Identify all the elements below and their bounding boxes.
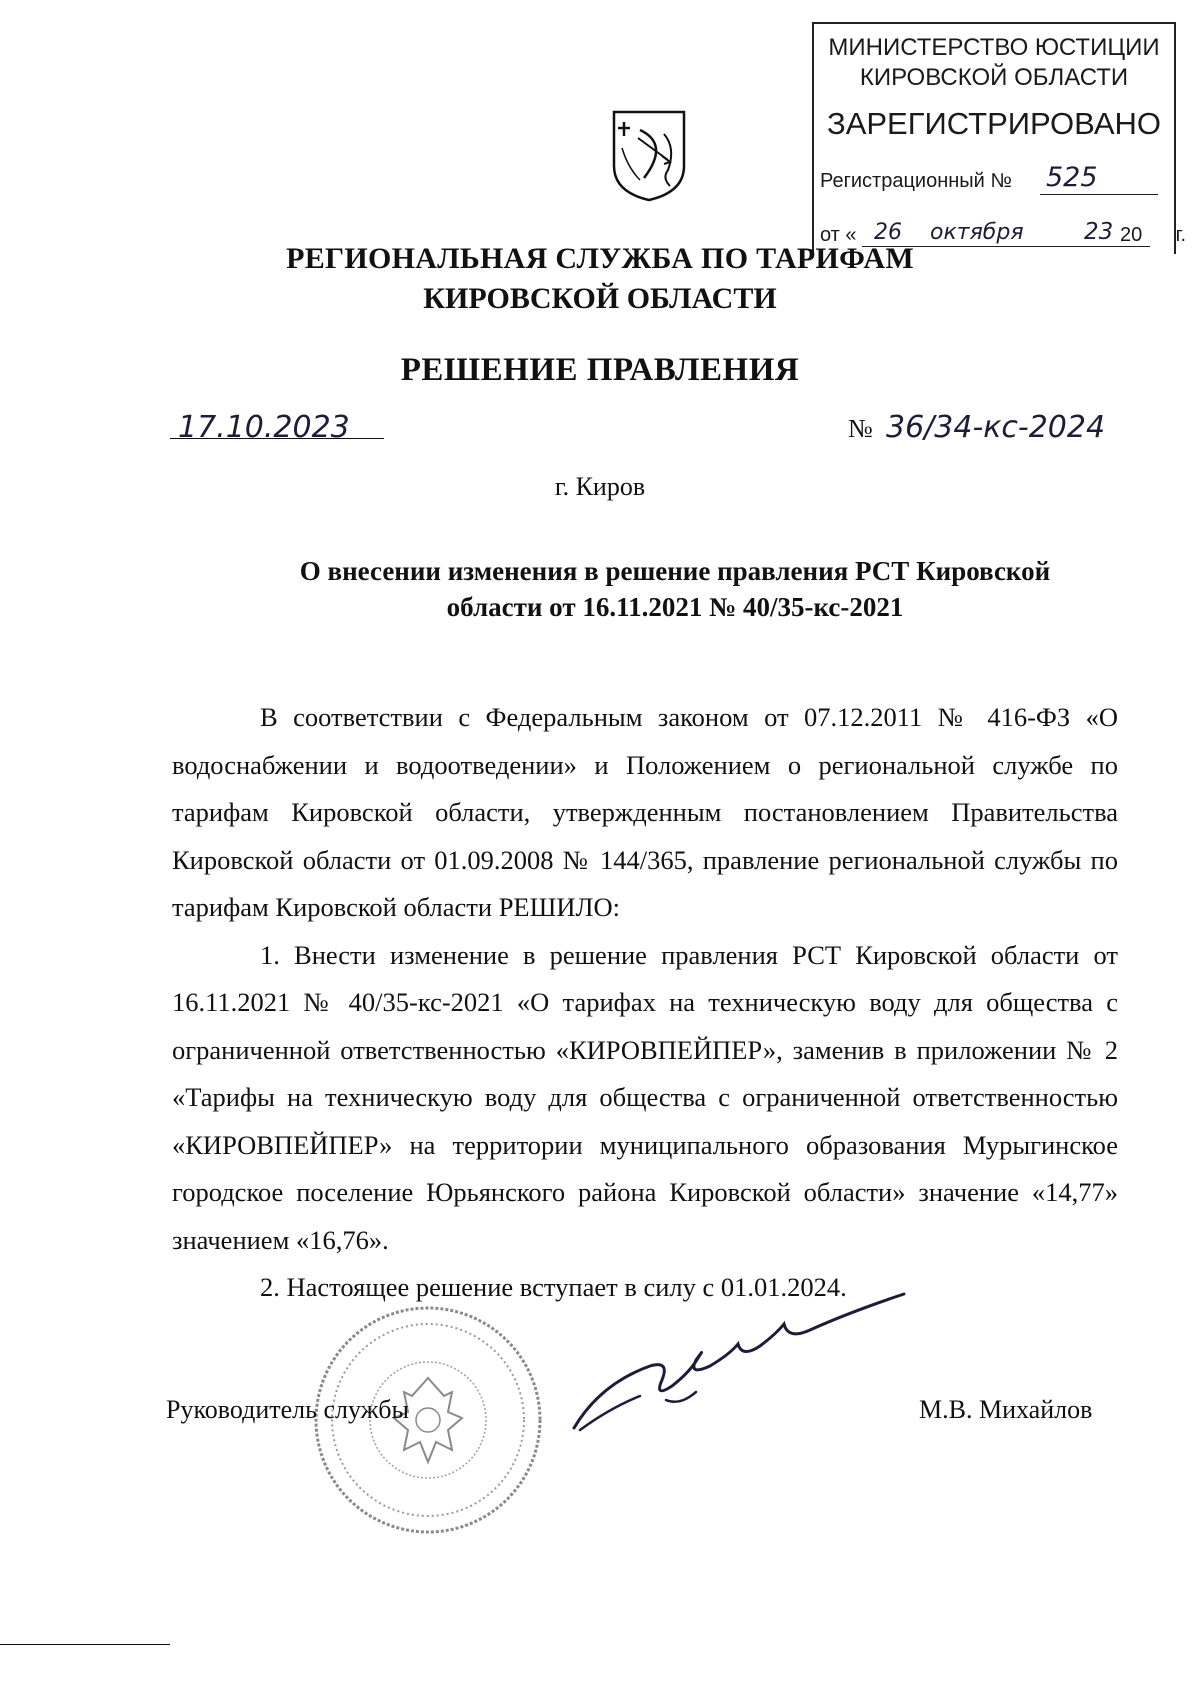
- stamp-date-month: октября: [930, 220, 1024, 245]
- body-paragraph-item-2: 2. Настоящее решение вступает в силу с 01.01.2024.: [260, 1272, 847, 1302]
- decision-number-sign: №: [848, 414, 873, 443]
- coat-of-arms-icon: [610, 108, 688, 204]
- stamp-reg-number: 525: [1046, 162, 1098, 193]
- stamp-ministry-line2: КИРОВСКОЙ ОБЛАСТИ: [859, 64, 1129, 91]
- decision-date: 17.10.2023: [178, 410, 350, 445]
- stamp-reg-label: Регистрационный №: [820, 170, 1012, 192]
- stamp-date-year-suffix: 23: [1084, 219, 1114, 245]
- footer-divider: [0, 1644, 170, 1645]
- stamp-status: ЗАРЕГИСТРИРОВАНО: [826, 106, 1161, 141]
- document-title-line2: области от 16.11.2021 № 40/35-кс-2021: [446, 592, 904, 622]
- document-type: РЕШЕНИЕ ПРАВЛЕНИЯ: [400, 352, 800, 388]
- body-paragraph-item-1: 1. Внести изменение в решение правления РСТ Кировской области от 16.11.2021 № 40/35-кс-2021 «О тарифах на техническую воду для общества с ограниченной ответственностью «КИРОВПЕЙПЕР», заменив в приложении № 2 «Тарифы на техническую воду для общества с ограниченной ответственностью «КИРОВПЕЙПЕР» на территории муниципального образования Мурыгинское городское поселение Юрьянского района Кировской области» значение «14,77» значением «16,76».: [172, 939, 1118, 1255]
- signatory-name: М.В. Михайлов: [919, 1395, 1093, 1424]
- document-body: [172, 694, 1118, 1312]
- organization-name-line1: РЕГИОНАЛЬНАЯ СЛУЖБА ПО ТАРИФАМ: [286, 242, 914, 275]
- stamp-date-prefix: от «: [820, 224, 857, 246]
- stamp-date-day: 26: [874, 220, 902, 245]
- stamp-year-prefix: 20: [1120, 224, 1143, 246]
- body-paragraph-preamble: В соответствии с Федеральным законом от 07.12.2011 № 416-ФЗ «О водоснабжении и водоотведении» и Положением о региональной службе по тарифам Кировской области, утвержденным постановлением Правительства Кировской области от 01.09.2008 № 144/365, правление региональной службы по тарифам Кировской области РЕШИЛО:: [172, 702, 1118, 922]
- city: г. Киров: [554, 472, 646, 501]
- signatory-position: Руководитель службы: [166, 1395, 409, 1424]
- stamp-reg-underline: [1040, 194, 1158, 195]
- registration-stamp: [812, 22, 1187, 254]
- decision-number: 36/34-кс-2024: [886, 410, 1106, 445]
- decision-date-underline: [170, 438, 384, 439]
- stamp-year-tail: г.: [1175, 224, 1187, 246]
- stamp-ministry-line1: МИНИСТЕРСТВО ЮСТИЦИИ: [828, 34, 1160, 61]
- organization-name-line2: КИРОВСКОЙ ОБЛАСТИ: [423, 282, 777, 315]
- handwritten-signature: [570, 1288, 910, 1438]
- document-title-line1: О внесении изменения в решение правления РСТ Кировской: [299, 556, 1051, 586]
